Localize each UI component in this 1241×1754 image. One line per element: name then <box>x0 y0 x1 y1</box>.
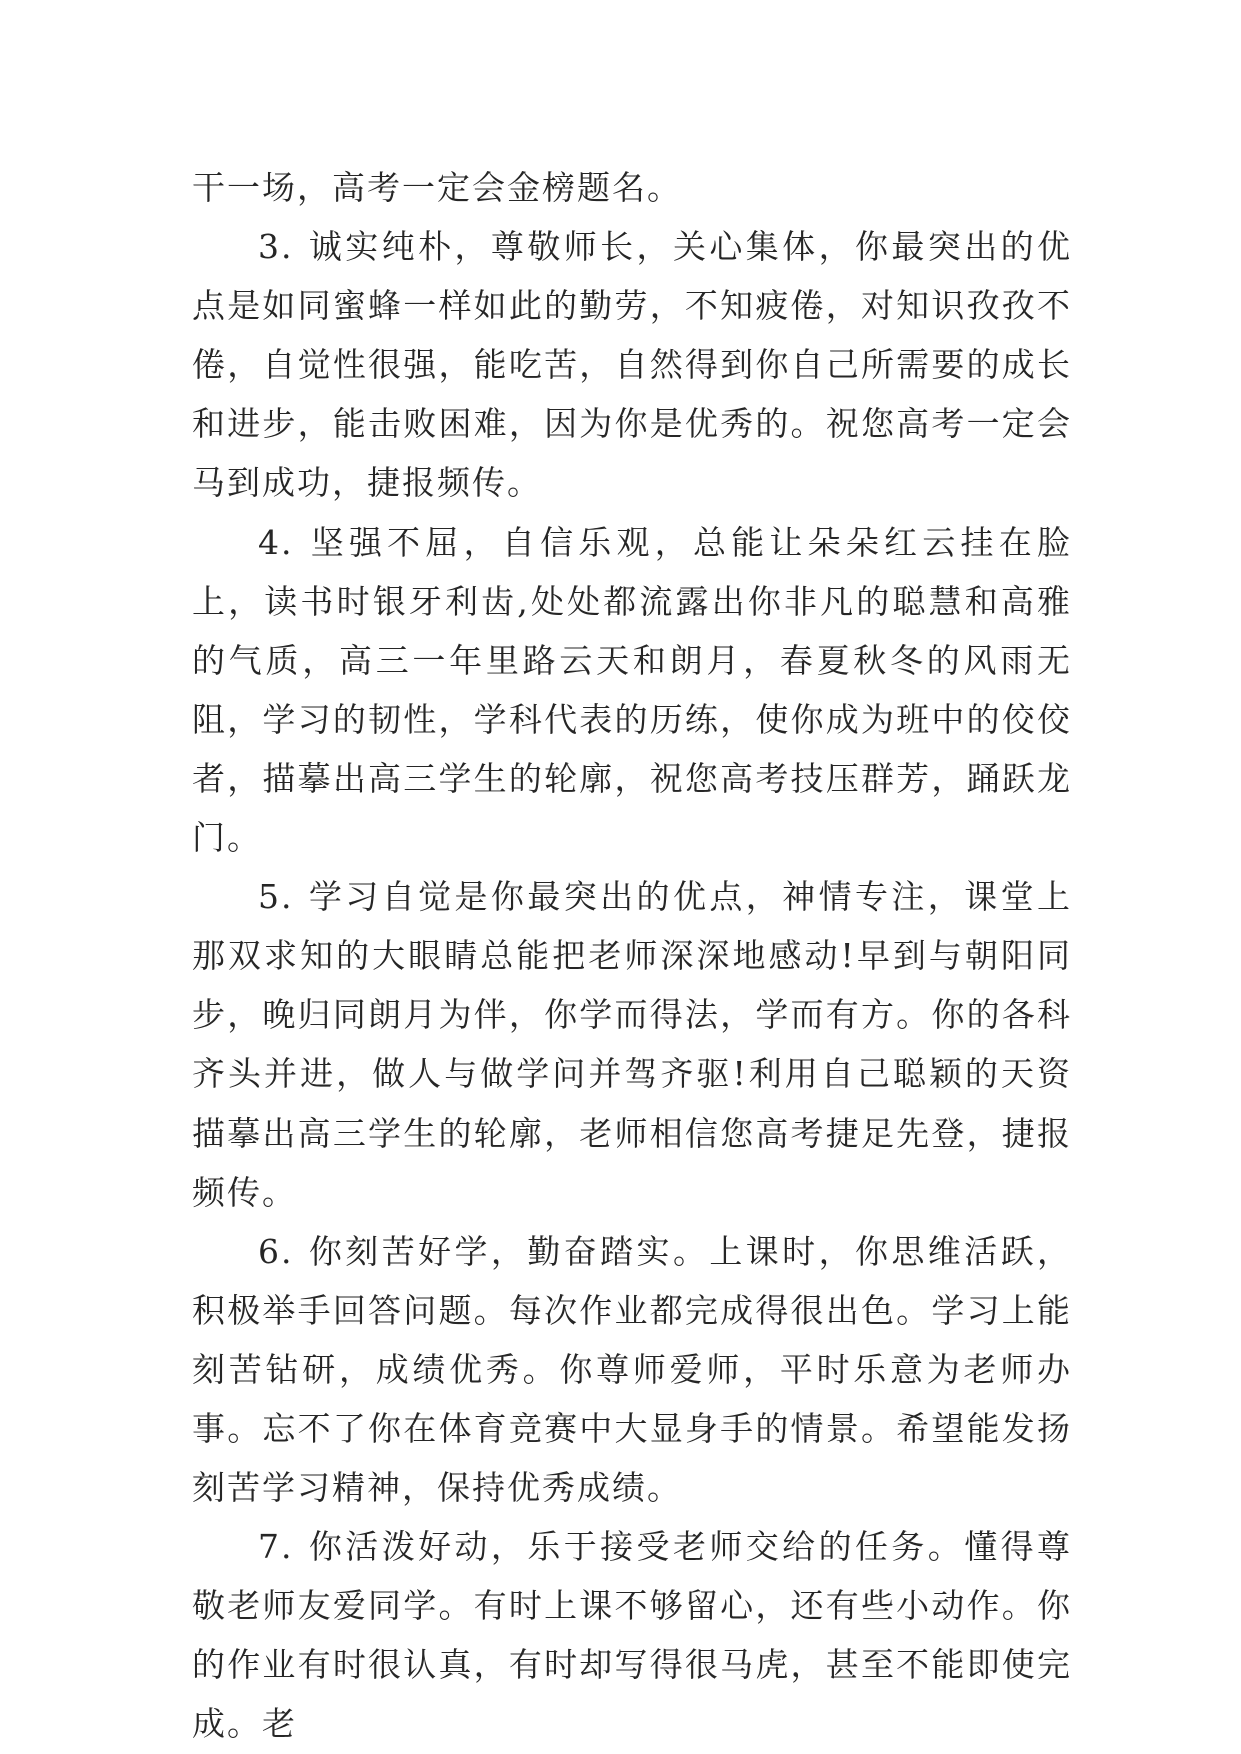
item-number: 5. <box>258 877 294 917</box>
continuation-paragraph: 干一场，高考一定会金榜题名。 <box>192 168 682 207</box>
item-number: 7. <box>258 1527 294 1567</box>
comment-item-7 <box>192 1517 1072 1753</box>
comment-item-5 <box>192 867 1072 1222</box>
item-text: 你刻苦好学，勤奋踏实。上课时，你思维活跃，积极举手回答问题。每次作业都完成得很出色。学习上能刻苦钻研，成绩优秀。你尊师爱师，平时乐意为老师办事。忘不了你在体育竞赛中大显身手的情景。希望能发扬刻苦学习精神，保持优秀成绩。 <box>192 1231 1072 1508</box>
item-number: 6. <box>258 1231 294 1271</box>
item-number: 3. <box>258 227 294 267</box>
item-text: 学习自觉是你最突出的优点，神情专注，课堂上那双求知的大眼睛总能把老师深深地感动!早到与朝阳同步，晚归同朗月为伴，你学而得法，学而有方。你的各科齐头并进，做人与做学问并驾齐驱!利用自己聪颖的天资描摹出高三学生的轮廓，老师相信您高考捷足先登，捷报频传。 <box>192 877 1072 1212</box>
item-text: 诚实纯朴，尊敬师长，关心集体，你最突出的优点是如同蜜蜂一样如此的勤劳，不知疲倦，对知识孜孜不倦，自觉性很强，能吃苦，自然得到你自己所需要的成长和进步，能击败困难，因为你是优秀的。祝您高考一定会马到成功，捷报频传。 <box>192 227 1072 503</box>
document-body <box>192 158 1072 1754</box>
item-number: 4. <box>258 522 294 562</box>
comment-item-3 <box>192 217 1072 512</box>
comment-item-4 <box>192 513 1072 868</box>
item-text: 坚强不屈，自信乐观，总能让朵朵红云挂在脸上，读书时银牙利齿,处处都流露出你非凡的聪慧和高雅的气质，高三一年里路云天和朗月，春夏秋冬的风雨无阻，学习的韧性，学科代表的历练，使你成为班中的佼佼者，描摹出高三学生的轮廓，祝您高考技压群芳，踊跃龙门。 <box>192 522 1072 858</box>
item-text: 你活泼好动，乐于接受老师交给的任务。懂得尊敬老师友爱同学。有时上课不够留心，还有些小动作。你的作业有时很认真，有时却写得很马虎，甚至不能即使完成。老 <box>192 1527 1072 1744</box>
comment-item-6 <box>192 1222 1072 1517</box>
